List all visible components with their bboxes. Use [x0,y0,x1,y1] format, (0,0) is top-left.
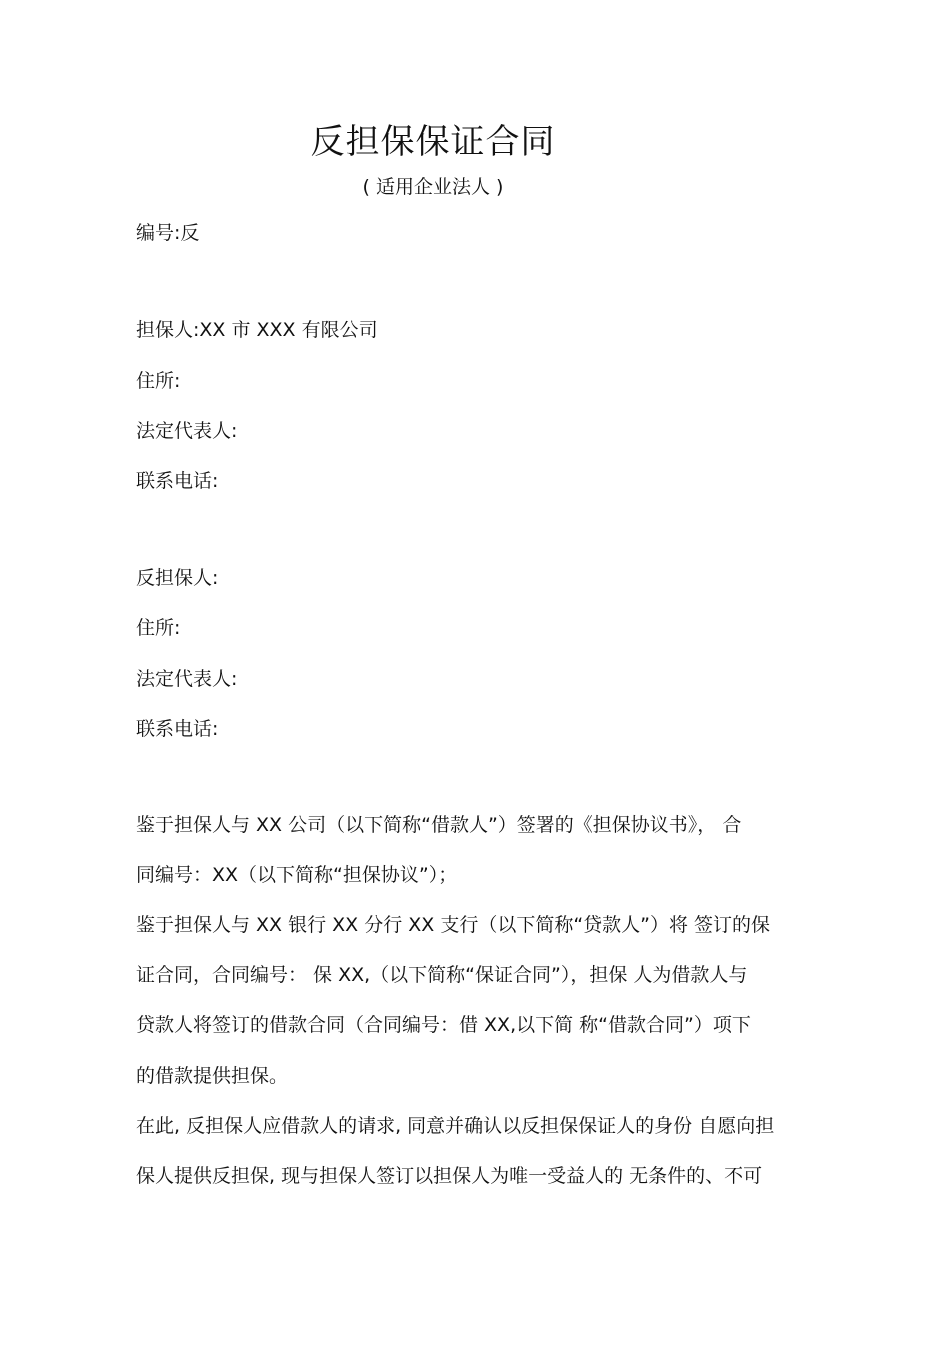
guarantor-address: 住所: [136,370,181,392]
guarantor-legal-representative: 法定代表人: [136,420,238,442]
paragraph-line: 在此, 反担保人应借款人的请求, 同意并确认以反担保保证人的身份 自愿向担 [136,1115,775,1137]
paragraph-line: 的借款提供担保。 [136,1065,289,1087]
paragraph-line: 证合同，合同编号： 保 XX,（以下简称“保证合同”），担保 人为借款人与 [136,964,748,986]
paragraph-line: 鉴于担保人与 XX 银行 XX 分行 XX 支行（以下简称“贷款人”）将 签订的保 [136,914,771,936]
paragraph-line: 鉴于担保人与 XX 公司（以下简称“借款人”）签署的《担保协议书》， 合 [136,814,742,836]
contract-number: 编号:反 [136,222,200,244]
paragraph-line: 保人提供反担保, 现与担保人签订以担保人为唯一受益人的 无条件的、不可 [136,1165,763,1187]
document-subtitle: ( 适用企业法人 ) [362,176,504,198]
counter-guarantor-phone: 联系电话: [136,718,219,740]
counter-guarantor-address: 住所: [136,617,181,639]
paragraph-line: 同编号：XX（以下简称“担保协议”）； [136,864,458,886]
guarantor-phone: 联系电话: [136,470,219,492]
counter-guarantor-name: 反担保人: [136,567,219,589]
paragraph-line: 贷款人将签订的借款合同（合同编号：借 XX,以下简 称“借款合同”）项下 [136,1014,751,1036]
document-title: 反担保保证合同 [310,122,556,162]
counter-guarantor-legal-representative: 法定代表人: [136,668,238,690]
guarantor-name: 担保人:XX 市 XXX 有限公司 [136,319,378,341]
